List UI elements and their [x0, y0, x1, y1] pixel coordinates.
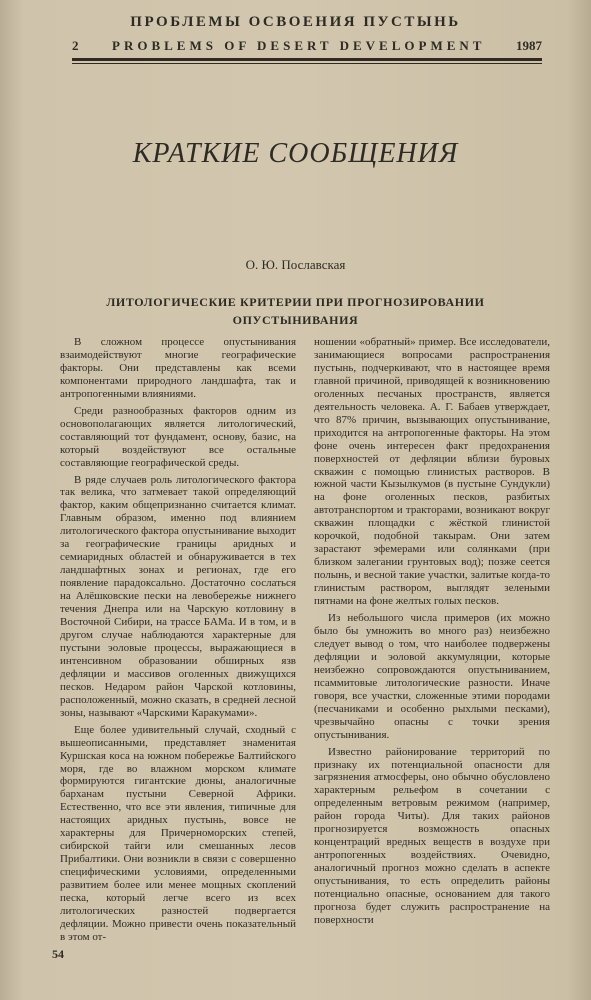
running-head-russian: ПРОБЛЕМЫ ОСВОЕНИЯ ПУСТЫНЬ	[130, 14, 461, 30]
paragraph: Из небольшого числа примеров (их можно было бы умножить во много раз) неизбежно следует вывод о том, что наиболее подвержены дефляции и эоловой аккумуляции, которые неизбежно сопровождаются опустыниванием, псаммитовые литологические разности. Иначе говоря, все участки, сложенные этими породами (песчаниками и особенно рыхлыми песками), чрезвычайно опасны с точки зрения опустынивания.	[314, 612, 550, 741]
left-text-column	[60, 336, 296, 943]
section-title: КРАТКИЕ СООБЩЕНИЯ	[132, 138, 459, 169]
paragraph: Еще более удивительный случай, сходный с вышеописанными, представляет знаменитая Куршская коса на южном побережье Балтийского моря, где во влажном морском климате формируются гигантские дюны, аналогичные барханам пустыни Северной Африки. Естественно, что все эти явления, типичные для настоящих аридных пустынь, вовсе не характерны для Причерноморских степей, сибирской тайги или смешанных лесов Прибалтики. Они возникли в связи с совершенно специфическими условиями, определенными развитием более или менее мощных скоплений песка, который легче всего из всех литологических разностей подвергается дефляции. Можно привести очень показательный в этом от-	[60, 723, 296, 943]
article-title-line-2: ОПУСТЫНИВАНИЯ	[232, 313, 359, 327]
paragraph: В ряде случаев роль литологического фактора так велика, что затмевает такой определяющий фактор, каким общепризнанно считается климат. Главным образом, именно под влиянием литологического фактора опустынивание выходит за географические границы аридных и семиаридных областей и обнаруживается в тех ландшафтных зонах и регионах, где его появление парадоксально. Достаточно сослаться на Алёшковские пески на левобережье нижнего течения Днепра или на Чарскую котловину в Восточной Сибири, на трассе БАМа. И в том, и в другом случае наблюдаются характерные для пустыни эоловые процессы, выражающиеся в интенсивном образовании обширных язв дефляции и массивов оголенных движущихся песков. Недаром район Чарской котловины, расположенный, можно сказать, в средней лесной зоны, называют «Чарскими Каракумами».	[60, 473, 296, 719]
paragraph-continued: ношении «обратный» пример. Все исследователи, занимающиеся вопросами распространения пустынь, подчеркивают, что в настоящее время главной причиной, приводящей к возникновению оголенных песчаных пространств, является деятельность человека. А. Г. Бабаев утверждает, что 87% причин, вызывающих опустынивание, приходится на антропогенные факторы. На этом фоне очень интересен факт предохранения поверхностей от дефляции вблизи буровых скважин с помощью глинистых растворов. В южной части Кызылкумов (в пустыне Сундукли) на фоне оголенных песков, разбитых автотранспортом и тракторами, возникают вокруг скважин площадки с жёсткой глинистой корочкой, подобной такырам. Они затем зарастают эфемерами или солянками (при близком залегании грунтовых вод); позже сеется полынь, и весной такие участки, залитые когда-то глинистым раствором, выглядят зелеными пятнами на фоне желтых голых песков.	[314, 336, 550, 608]
issue-number: 2	[72, 38, 79, 53]
paragraph: Известно районирование территорий по признаку их потенциальной опасности для загрязнения атмосферы, оно обычно обусловлено характерным рельефом в сочетании с определенным ветровым режимом (например, район города Читы). Для таких районов прогнозируется возможность опасных концентраций вредных веществ в воздухе при антропогенных воздействиях. Очевидно, аналогичный прогноз можно сделать в аспекте опустынивания, то есть определить районы потенциально опасные, основанием для такого прогноза будет служить распространение на поверхности	[314, 745, 550, 926]
issue-year: 1987	[516, 38, 542, 53]
paragraph: Среди разнообразных факторов одним из основополагающих является литологический, составляющий тот фундамент, основу, базис, на который воздействуют все остальные составляющие географической среды.	[60, 404, 296, 469]
article-title-line-1: ЛИТОЛОГИЧЕСКИЕ КРИТЕРИИ ПРИ ПРОГНОЗИРОВАНИИ	[106, 295, 485, 309]
right-text-column	[314, 336, 550, 936]
header-rule-thick	[72, 58, 542, 61]
header-rule-thin	[72, 63, 542, 64]
page-number: 54	[52, 947, 64, 961]
journal-title-english: PROBLEMS OF DESERT DEVELOPMENT	[112, 38, 486, 53]
article-author: О. Ю. Пославская	[245, 257, 346, 272]
paragraph: В сложном процессе опустынивания взаимодействуют многие географические факторы. Они представлены как всеми компонентами природного ландшафта, так и антропогенными влияниями.	[60, 336, 296, 400]
article-title	[0, 293, 591, 329]
running-head-english	[72, 38, 542, 56]
